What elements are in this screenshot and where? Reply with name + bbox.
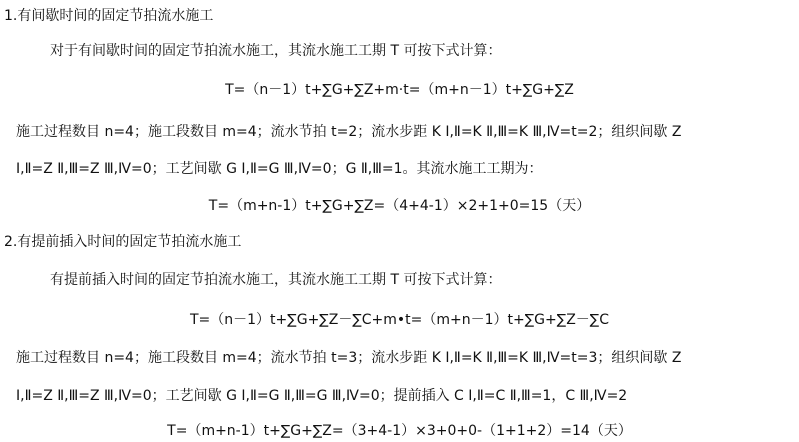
section2-params-line2: Ⅰ,Ⅱ=Z Ⅱ,Ⅲ=Z Ⅲ,Ⅳ=0；工艺间歇 G Ⅰ,Ⅱ=G Ⅱ,Ⅲ=G Ⅲ,Ⅳ=0；提前插入 C Ⅰ,Ⅱ=C Ⅱ,Ⅲ=1，C Ⅲ,Ⅳ=2 xyxy=(16,388,628,404)
section1-heading: 1.有间歇时间的固定节拍流水施工 xyxy=(4,8,214,24)
section1-params-line1: 施工过程数目 n=4；施工段数目 m=4；流水节拍 t=2；流水步距 K Ⅰ,Ⅱ=K Ⅱ,Ⅲ=K Ⅲ,Ⅳ=t=2；组织间歇 Z xyxy=(16,124,682,140)
section1-params-line2: Ⅰ,Ⅱ=Z Ⅱ,Ⅲ=Z Ⅲ,Ⅳ=0；工艺间歇 G Ⅰ,Ⅱ=G Ⅲ,Ⅳ=0；G Ⅱ,Ⅲ=1。其流水施工工期为： xyxy=(16,161,543,177)
section2-params-line1: 施工过程数目 n=4；施工段数目 m=4；流水节拍 t=3；流水步距 K Ⅰ,Ⅱ=K Ⅱ,Ⅲ=K Ⅲ,Ⅳ=t=3；组织间歇 Z xyxy=(16,350,682,366)
section2-heading: 2.有提前插入时间的固定节拍流水施工 xyxy=(4,234,242,250)
section1-result: T=（m+n-1）t+∑G+∑Z=（4+4-1）×2+1+0=15（天） xyxy=(208,198,591,214)
section2-formula: T=（n－1）t+∑G+∑Z－∑C+m•t=（m+n－1）t+∑G+∑Z－∑C xyxy=(190,312,609,328)
section1-intro: 对于有间歇时间的固定节拍流水施工，其流水施工工期 T 可按下式计算： xyxy=(50,43,502,59)
section2-intro: 有提前插入时间的固定节拍流水施工，其流水施工工期 T 可按下式计算： xyxy=(50,272,502,288)
section1-formula: T=（n－1）t+∑G+∑Z+m·t=（m+n－1）t+∑G+∑Z xyxy=(225,82,574,98)
section2-result: T=（m+n-1）t+∑G+∑Z=（3+4-1）×3+0+0-（1+1+2）=14（天） xyxy=(167,423,632,439)
